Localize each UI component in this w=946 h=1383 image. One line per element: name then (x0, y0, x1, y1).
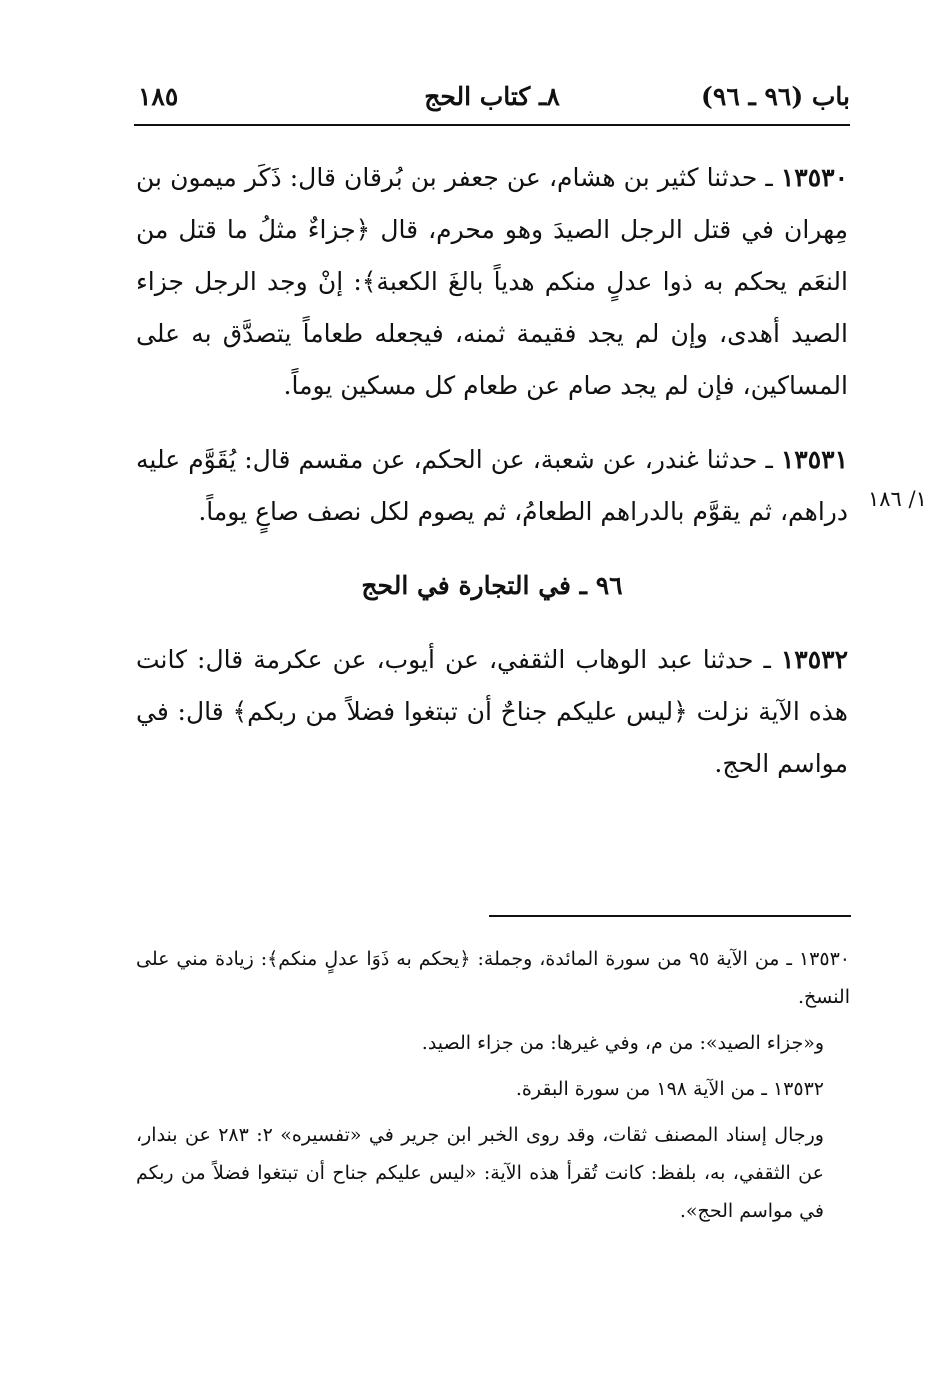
hadith-text: ـ حدثنا كثير بن هشام، عن جعفر بن بُرقان قال: ذَكَر ميمون بن مِهران في قتل الرجل الصيدَ وهو محرم، قال ﴿جزاءٌ مثلُ ما قتل من النعَم يحكم به ذوا عدلٍ منكم هدياً بالغَ الكعبة﴾: إنْ وجد الرجل جزاء الصيد أهدى، وإن لم يجد فقيمة ثمنه، فيجعله طعاماً يتصدَّق به على المساكين، فإن لم يجد صام عن طعام كل مسكين يوماً. (136, 163, 848, 400)
footnote: ١٣٥٣٢ ـ من الآية ١٩٨ من سورة البقرة. (515, 1078, 824, 1100)
margin-reference: ١/ ١٨٦ (868, 487, 927, 511)
footnote: و«جزاء الصيد»: من م، وفي غيرها: من جزاء الصيد. (421, 1032, 824, 1054)
page-number: ١٨٥ (138, 82, 179, 111)
main-text (136, 152, 848, 812)
hadith-number: ١٣٥٣٠ (780, 163, 848, 192)
hadith-text: ـ حدثنا عبد الوهاب الثقفي، عن أيوب، عن عكرمة قال: كانت هذه الآية نزلت ﴿ليس عليكم جناحٌ أن تبتغوا فضلاً من ربكم﴾ قال: في مواسم الحج. (136, 645, 848, 778)
hadith-text: ـ حدثنا غندر، عن شعبة، عن الحكم، عن مقسم قال: يُقَوَّم عليه دراهم، ثم يقوَّم بالدراهم الطعامُ، ثم يصوم لكل نصف صاعٍ يوماً. (136, 445, 848, 526)
chapter-range: باب (٩٦ ـ ٩٦) (701, 82, 850, 111)
running-header (134, 78, 850, 122)
hadith-number: ١٣٥٣٢ (780, 645, 848, 674)
hadith-paragraph (136, 152, 848, 412)
hadith-paragraph (136, 634, 848, 790)
footnote-divider (489, 915, 851, 917)
book-title: ٨ـ كتاب الحج (424, 82, 560, 111)
hadith-paragraph (136, 434, 848, 538)
footnotes (136, 940, 850, 1238)
header-divider (134, 124, 850, 126)
section-title: ٩٦ ـ في التجارة في الحج (361, 571, 623, 600)
hadith-number: ١٣٥٣١ (780, 445, 848, 474)
footnote: ورجال إسناد المصنف ثقات، وقد روى الخبر ابن جرير في «تفسيره» ٢: ٢٨٣ عن بندار، عن الثقفي، به، بلفظ: كانت تُقرأ هذه الآية: «ليس عليكم جناح أن تبتغوا فضلاً من ربكم في مواسم الحج». (136, 1124, 824, 1222)
footnote: ١٣٥٣٠ ـ من الآية ٩٥ من سورة المائدة، وجملة: ﴿يحكم به ذَوَا عدلٍ منكم﴾: زيادة مني على النسخ. (136, 948, 850, 1008)
